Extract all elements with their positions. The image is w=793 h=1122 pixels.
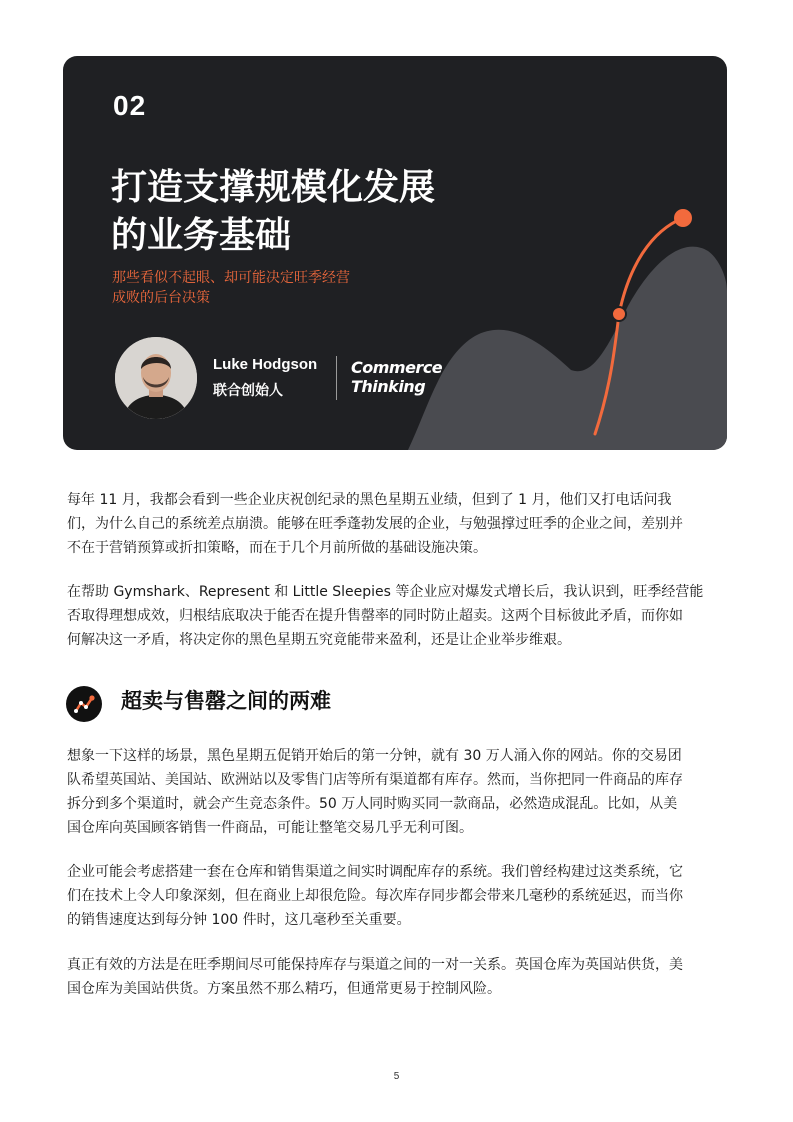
author-portrait-icon [115,337,197,419]
brand-logo-line: Thinking [351,377,426,396]
text-line: 的销售速度达到每分钟 100 件时，这几毫秒至关重要。 [67,912,411,928]
trend-chart-icon [66,686,102,722]
growth-peak-dot [674,209,692,227]
brand-logo-line: Commerce [351,358,443,377]
section-heading: 超卖与售罄之间的两难 [121,689,331,713]
text-line: 真正有效的方法是在旺季期间尽可能保持库存与渠道之间的一对一关系。英国仓库为英国站供货，美 [67,957,683,973]
chapter-title [111,164,531,260]
section-paragraph-1 [67,744,727,840]
growth-mid-dot [612,307,626,321]
chapter-title-line: 的业务基础 [111,215,292,256]
text-line: 想象一下这样的场景，黑色星期五促销开始后的第一分钟，就有 30 万人涌入你的网站。你的交易团 [67,748,682,764]
mountain-shape [408,247,727,450]
chapter-subtitle-line: 那些看似不起眼、却可能决定旺季经营 [112,270,350,286]
chapter-number: 02 [113,90,147,121]
author-role: 联合创始人 [213,383,283,399]
section-paragraph-3 [67,953,727,1001]
text-line: 拆分到多个渠道时，就会产生竞态条件。50 万人同时购买同一款商品，必然造成混乱。比如，从美 [67,796,678,812]
text-line: 何解决这一矛盾，将决定你的黑色星期五究竟能带来盈利，还是让企业举步维艰。 [67,632,571,648]
intro-paragraph-1 [67,488,727,560]
text-line: 企业可能会考虑搭建一套在仓库和销售渠道之间实时调配库存的系统。我们曾经构建过这类系统，它 [67,864,683,880]
author-divider [336,356,337,400]
chapter-subtitle-line: 成败的后台决策 [112,290,210,306]
intro-paragraph-2 [67,580,727,652]
hero-card [63,56,727,450]
text-line: 在帮助 Gymshark、Represent 和 Little Sleepies 等企业应对爆发式增长后，我认识到，旺季经营能 [67,584,704,600]
text-line: 不在于营销预算或折扣策略，而在于几个月前所做的基础设施决策。 [67,540,487,556]
text-line: 每年 11 月，我都会看到一些企业庆祝创纪录的黑色星期五业绩，但到了 1 月，他们又打电话问我 [67,492,672,508]
text-line: 们，为什么自己的系统差点崩溃。能够在旺季蓬勃发展的企业，与勉强撑过旺季的企业之间，差别并 [67,516,683,532]
chapter-subtitle [112,268,412,308]
text-line: 国仓库为美国站供货。方案虽然不那么精巧，但通常更易于控制风险。 [67,981,501,997]
brand-logo [351,358,442,396]
text-line: 队希望英国站、美国站、欧洲站以及零售门店等所有渠道都有库存。然而，当你把同一件商品的库存 [67,772,683,788]
author-name: Luke Hodgson [213,356,318,373]
text-line: 否取得理想成效，归根结底取决于能否在提升售罄率的同时防止超卖。这两个目标彼此矛盾，而你如 [67,608,683,624]
page-number: 5 [393,1071,400,1082]
chapter-title-line: 打造支撑规模化发展 [111,167,436,208]
author-avatar [115,337,197,419]
text-line: 们在技术上令人印象深刻，但在商业上却很危险。每次库存同步都会带来几毫秒的系统延迟，而当你 [67,888,683,904]
section-paragraph-2 [67,860,727,932]
text-line: 国仓库向英国顾客销售一件商品，可能让整笔交易几乎无利可图。 [67,820,473,836]
